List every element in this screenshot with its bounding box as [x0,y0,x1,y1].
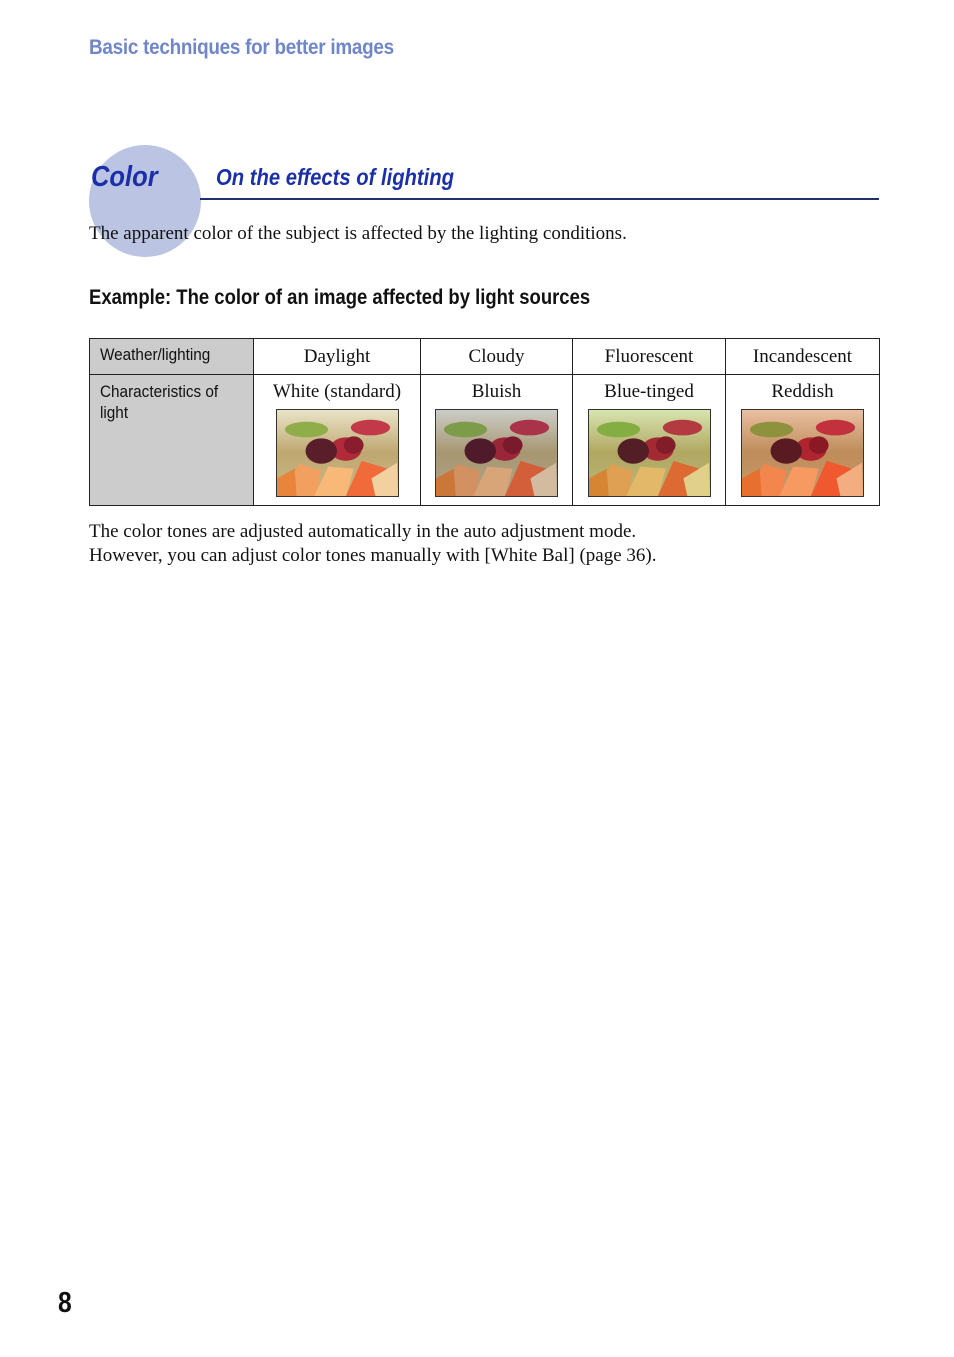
section-subtitle: On the effects of lighting [216,164,455,190]
table-row [90,339,880,375]
column-head-fluorescent: Fluorescent [573,339,726,375]
title-rule [200,198,879,200]
cell-incandescent [726,375,880,506]
column-head-daylight: Daylight [254,339,421,375]
running-header: Basic techniques for better images [89,36,394,59]
fruit-photo-cloudy [435,409,558,497]
row-header-label: Characteristics of light [100,382,219,422]
row-header-weather [90,339,254,375]
column-head-cloudy: Cloudy [421,339,573,375]
intro-text: The apparent color of the subject is affected by the lighting conditions. [89,223,627,244]
table-row [90,375,880,506]
example-heading: Example: The color of an image affected by light sources [89,286,591,309]
row-header-characteristics [90,375,254,506]
characteristic-label: White (standard) [272,381,402,402]
note-text [89,520,657,568]
column-head-incandescent: Incandescent [726,339,880,375]
note-line: However, you can adjust color tones manually with [White Bal] (page 36). [89,545,657,566]
cell-cloudy [421,375,573,506]
note-line: The color tones are adjusted automatically in the auto adjustment mode. [89,521,637,542]
cell-daylight [254,375,421,506]
cell-fluorescent [573,375,726,506]
page-number: 8 [58,1287,72,1319]
lighting-table [89,338,880,506]
characteristic-label: Bluish [471,381,522,402]
row-header-label: Weather/lighting [100,345,211,364]
section-name: Color [91,161,158,193]
characteristic-label: Blue-tinged [604,381,694,402]
characteristic-label: Reddish [771,381,834,402]
fruit-photo-daylight [276,409,399,497]
fruit-photo-incandescent [741,409,864,497]
fruit-photo-fluorescent [588,409,711,497]
